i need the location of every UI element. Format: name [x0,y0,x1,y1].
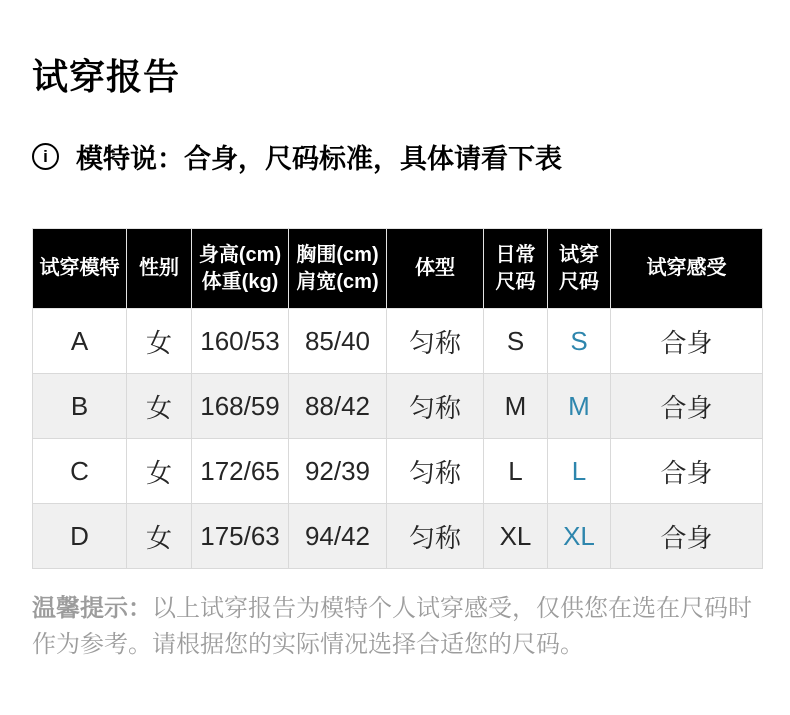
feeling-cell: 合身 [611,504,763,569]
footer-note [32,591,762,663]
body-type-cell: 匀称 [387,439,484,504]
col-header-body-type: 体型 [387,229,484,309]
col-header-gender: 性别 [127,229,192,309]
model-cell: A [33,309,127,374]
table-row [33,374,763,439]
gender-cell: 女 [127,504,192,569]
footer-note-text: 以上试穿报告为模特个人试穿感受，仅供您在选在尺码时作为参考。请根据您的实际情况选择合适您的尺码。 [32,595,752,659]
model-notice [32,137,762,176]
model-cell: C [33,439,127,504]
col-header-chest-shoulder: 胸围(cm) 肩宽(cm) [289,229,387,309]
height-weight-cell: 172/65 [192,439,289,504]
footer-note-label: 温馨提示： [32,595,152,623]
chest-shoulder-cell: 92/39 [289,439,387,504]
daily-size-cell: S [484,309,548,374]
body-type-cell: 匀称 [387,504,484,569]
daily-size-cell: L [484,439,548,504]
fitting-report-table [32,228,763,569]
daily-size-cell: M [484,374,548,439]
feeling-cell: 合身 [611,309,763,374]
model-cell: D [33,504,127,569]
body-type-cell: 匀称 [387,309,484,374]
col-header-feeling: 试穿感受 [611,229,763,309]
chest-shoulder-cell: 94/42 [289,504,387,569]
fitting-size-cell: L [548,439,611,504]
feeling-cell: 合身 [611,439,763,504]
feeling-cell: 合身 [611,374,763,439]
daily-size-cell: XL [484,504,548,569]
col-header-daily-size: 日常 尺码 [484,229,548,309]
table-row [33,439,763,504]
body-type-cell: 匀称 [387,374,484,439]
page-title: 试穿报告 [32,56,181,97]
notice-text: 模特说：合身，尺码标准，具体请看下表 [76,144,562,175]
fitting-size-cell: XL [548,504,611,569]
info-icon: i [32,143,59,170]
gender-cell: 女 [127,439,192,504]
height-weight-cell: 168/59 [192,374,289,439]
gender-cell: 女 [127,309,192,374]
table-row [33,309,763,374]
gender-cell: 女 [127,374,192,439]
col-header-height-weight: 身高(cm) 体重(kg) [192,229,289,309]
col-header-fitting-size: 试穿 尺码 [548,229,611,309]
header-row [33,229,763,309]
chest-shoulder-cell: 88/42 [289,374,387,439]
height-weight-cell: 160/53 [192,309,289,374]
chest-shoulder-cell: 85/40 [289,309,387,374]
table-row [33,504,763,569]
height-weight-cell: 175/63 [192,504,289,569]
fitting-size-cell: S [548,309,611,374]
col-header-model: 试穿模特 [33,229,127,309]
fitting-size-cell: M [548,374,611,439]
model-cell: B [33,374,127,439]
